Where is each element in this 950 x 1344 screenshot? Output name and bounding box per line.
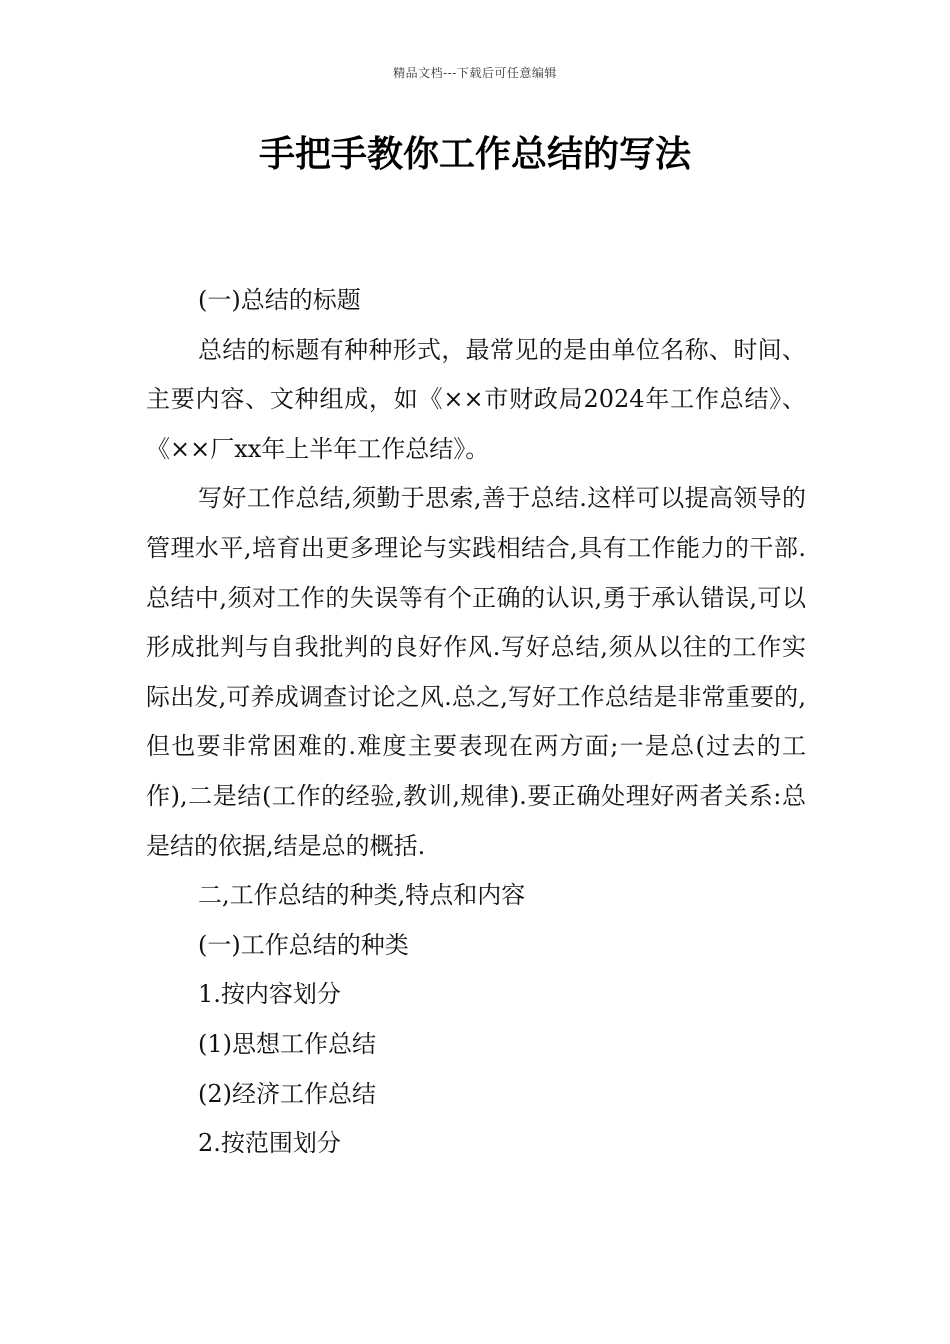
paragraph-title-forms: 总结的标题有种种形式，最常见的是由单位名称、时间、主要内容、文种组成，如《××市财政局2024年工作总结》、《××厂xx年上半年工作总结》。: [146, 335, 806, 463]
list-item-economic: (2)经济工作总结: [198, 1079, 376, 1108]
subsection-heading-types: (一)工作总结的种类: [198, 930, 409, 959]
document-title: 手把手教你工作总结的写法: [258, 134, 691, 175]
section-heading-types: 二,工作总结的种类,特点和内容: [198, 881, 526, 910]
document-body: [146, 276, 806, 1169]
section-heading-title: (一)总结的标题: [198, 286, 361, 314]
header-note: 精品文档---下载后可任意编辑: [393, 66, 557, 80]
paragraph-writing-benefits: 写好工作总结,须勤于思索,善于总结.这样可以提高领导的管理水平,培育出更多理论与实践相结合,具有工作能力的干部.总结中,须对工作的失误等有个正确的认识,勇于承认错误,可以形成批判与自我批判的良好作风.写好总结,须从以往的工作实际出发,可养成调查讨论之风.总之,写好工作总结是非常重要的,但也要非常困难的.难度主要表现在两方面;一是总(过去的工作),二是结(工作的经验,教训,规律).要正确处理好两者关系:总是结的依据,结是总的概括.: [146, 484, 806, 860]
list-item-by-content: 1.按内容划分: [198, 980, 341, 1009]
list-item-ideological: (1)思想工作总结: [198, 1029, 376, 1058]
list-item-by-scope: 2.按范围划分: [198, 1129, 341, 1158]
